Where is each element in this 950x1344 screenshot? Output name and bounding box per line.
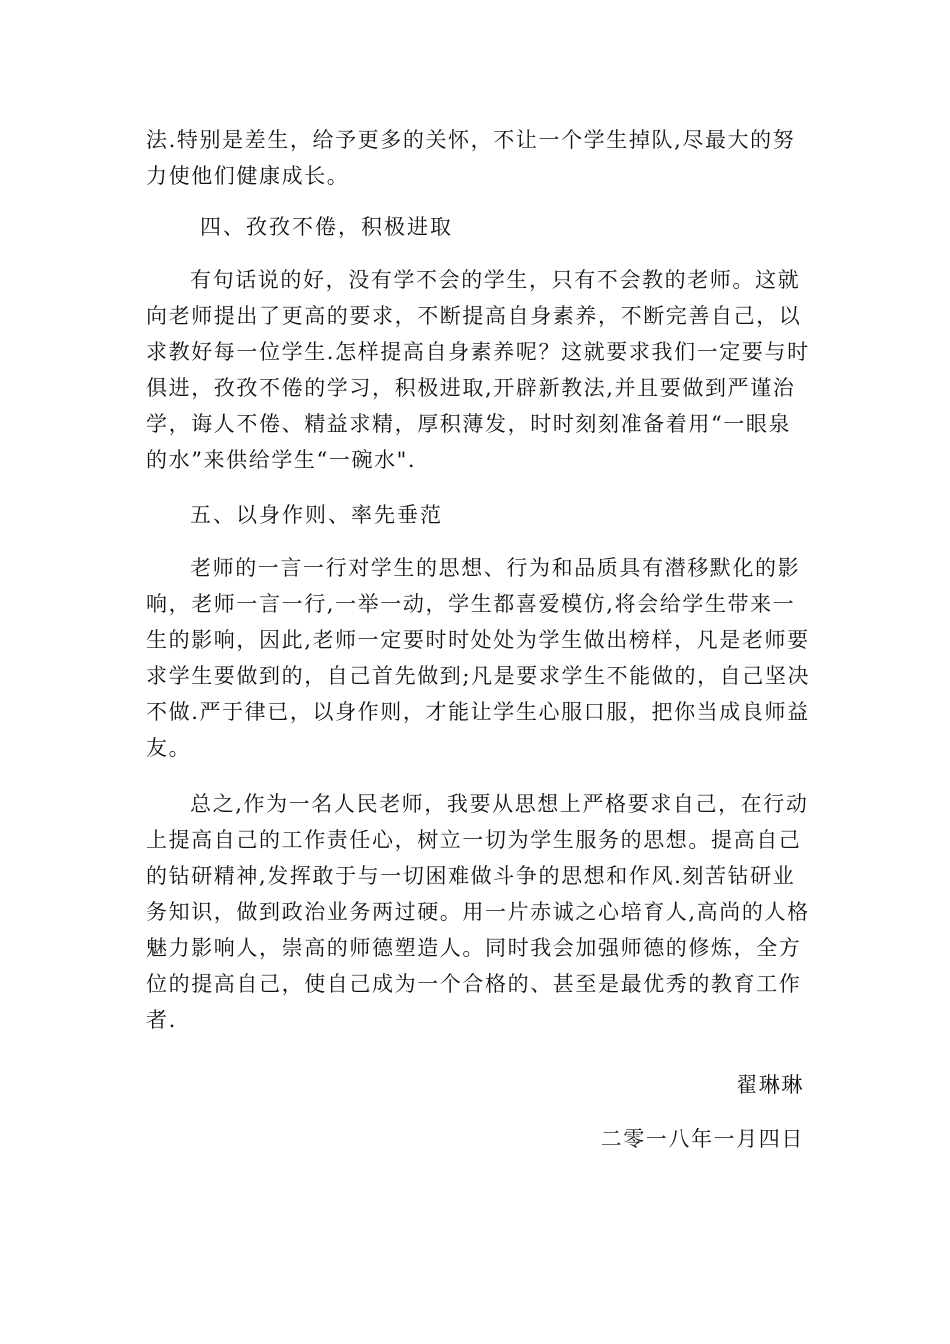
paragraph-4-line-6: 位的提高自己，使自己成为一个合格的、甚至是最优秀的教育工作 [146,972,802,996]
paragraph-3-line-1: 老师的一言一行对学生的思想、行为和品质具有潜移默化的影 [190,556,801,580]
paragraph-1-line-1: 法.特别是差生，给予更多的关怀，不让一个学生掉队,尽最大的努 [146,128,796,152]
paragraph-3-line-2: 响，老师一言一行,一举一动，学生都喜爱模仿,将会给学生带来一 [146,592,796,616]
document-date: 二零一八年一月四日 [600,1127,804,1151]
paragraph-2-line-4: 俱进，孜孜不倦的学习，积极进取,开辟新教法,并且要做到严谨治 [146,376,796,400]
paragraph-4-line-1: 总之,作为一名人民老师，我要从思想上严格要求自己，在行动 [190,792,809,816]
paragraph-2-line-5: 学，诲人不倦、精益求精，厚积薄发，时时刻刻准备着用“一眼泉 [146,412,792,436]
paragraph-3-line-3: 生的影响，因此,老师一定要时时处处为学生做出榜样，凡是老师要 [146,628,810,652]
section-5-heading: 五、以身作则、率先垂范 [190,503,443,527]
paragraph-3-line-6: 友。 [146,736,192,760]
signature: 翟琳琳 [736,1073,804,1097]
paragraph-2-line-6: 的水”来供给学生“一碗水". [146,448,417,472]
paragraph-4-line-2: 上提高自己的工作责任心，树立一切为学生服务的思想。提高自己 [146,828,802,852]
paragraph-3-line-4: 求学生要做到的，自己首先做到;凡是要求学生不能做的，自己坚决 [146,664,811,688]
paragraph-2-line-3: 求教好每一位学生.怎样提高自身素养呢？这就要求我们一定要与时 [146,340,810,364]
paragraph-4-line-7: 者. [146,1008,177,1032]
paragraph-2-line-2: 向老师提出了更高的要求，不断提高自身素养，不断完善自己，以 [146,304,802,328]
paragraph-4-line-4: 务知识，做到政治业务两过硬。用一片赤诚之心培育人,高尚的人格 [146,900,810,924]
paragraph-4-line-3: 的钻研精神,发挥敢于与一切困难做斗争的思想和作风.刻苦钻研业 [146,864,796,888]
paragraph-2-line-1: 有句话说的好，没有学不会的学生，只有不会教的老师。这就 [190,268,801,292]
section-4-heading: 四、孜孜不倦，积极进取 [200,215,453,239]
paragraph-3-line-5: 不做.严于律已，以身作则，才能让学生心服口服，把你当成良师益 [146,700,810,724]
paragraph-4-line-5: 魅力影响人，崇高的师德塑造人。同时我会加强师德的修炼，全方 [146,936,802,960]
paragraph-1-line-2: 力使他们健康成长。 [146,164,350,188]
